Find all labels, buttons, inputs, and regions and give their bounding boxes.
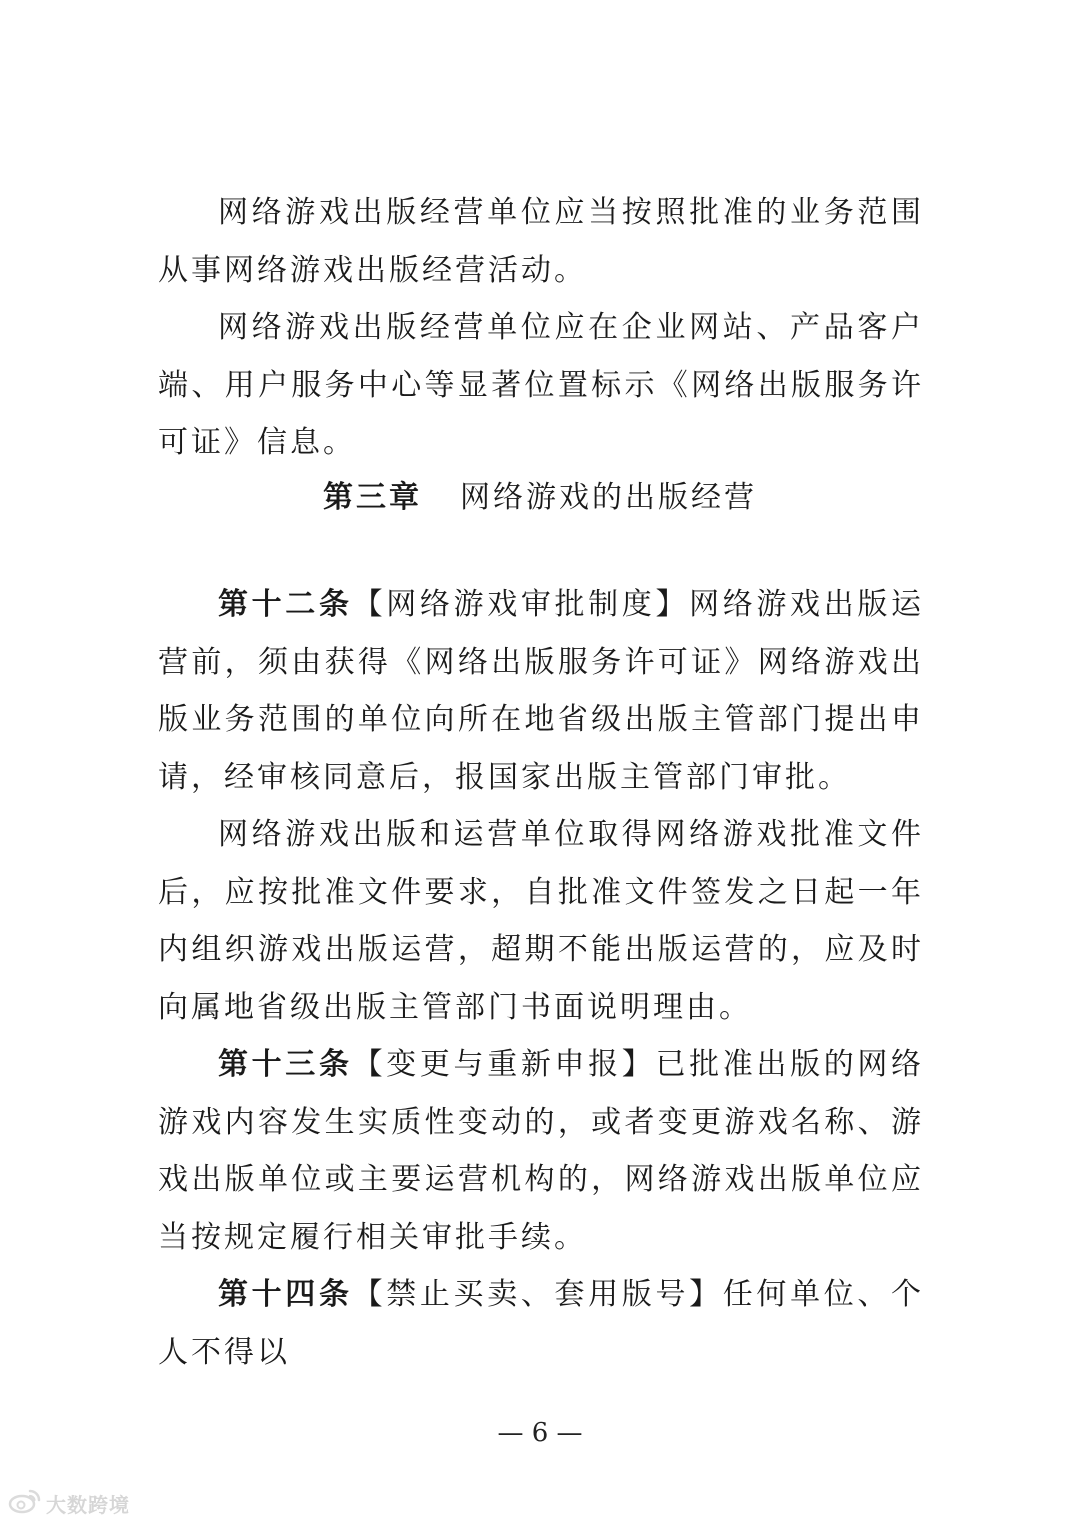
article-14-number: 第十四条 xyxy=(218,1277,353,1312)
article-13-title: 【变更与重新申报】 xyxy=(352,1047,656,1082)
paragraph-business-scope: 网络游戏出版经营单位应当按照批准的业务范围从事网络游戏出版经营活动。 xyxy=(158,195,924,288)
article-12 xyxy=(158,576,924,806)
article-14 xyxy=(158,1266,924,1381)
article-13 xyxy=(158,1036,924,1266)
watermark-text: 大数跨境 xyxy=(46,1492,130,1517)
article-12-text: 网络游戏出版运营前，须由获得《网络出版服务许可证》网络游戏出版业务范围的单位向所在地省级出版主管部门提出申请，经审核同意后，报国家出版主管部门审批。 xyxy=(158,587,925,795)
section-intro xyxy=(158,184,924,472)
chapter-heading xyxy=(0,472,1080,516)
article-12-title: 【网络游戏审批制度】 xyxy=(352,587,690,622)
chapter-title-text: 网络游戏的出版经营 xyxy=(460,480,757,515)
article-13-number: 第十三条 xyxy=(218,1047,353,1082)
article-14-title: 【禁止买卖、套用版号】 xyxy=(352,1277,723,1312)
chapter-number: 第三章 xyxy=(323,480,422,515)
watermark xyxy=(8,1488,130,1518)
section-articles xyxy=(158,576,924,1381)
weibo-logo-icon xyxy=(8,1488,42,1518)
paragraph-license-display: 网络游戏出版经营单位应在企业网站、产品客户端、用户服务中心等显著位置标示《网络出版服务许可证》信息。 xyxy=(158,310,924,460)
article-14-text: 任何单位、个人不得以 xyxy=(158,1277,925,1370)
article-12-number: 第十二条 xyxy=(218,587,353,622)
page-number: — 6 — xyxy=(497,1418,583,1448)
article-12-paragraph-2: 网络游戏出版和运营单位取得网络游戏批准文件后，应按批准文件要求，自批准文件签发之日起一年内组织游戏出版运营，超期不能出版运营的，应及时向属地省级出版主管部门书面说明理由。 xyxy=(158,817,924,1025)
article-13-text: 已批准出版的网络游戏内容发生实质性变动的，或者变更游戏名称、游戏出版单位或主要运营机构的，网络游戏出版单位应当按规定履行相关审批手续。 xyxy=(158,1047,925,1255)
